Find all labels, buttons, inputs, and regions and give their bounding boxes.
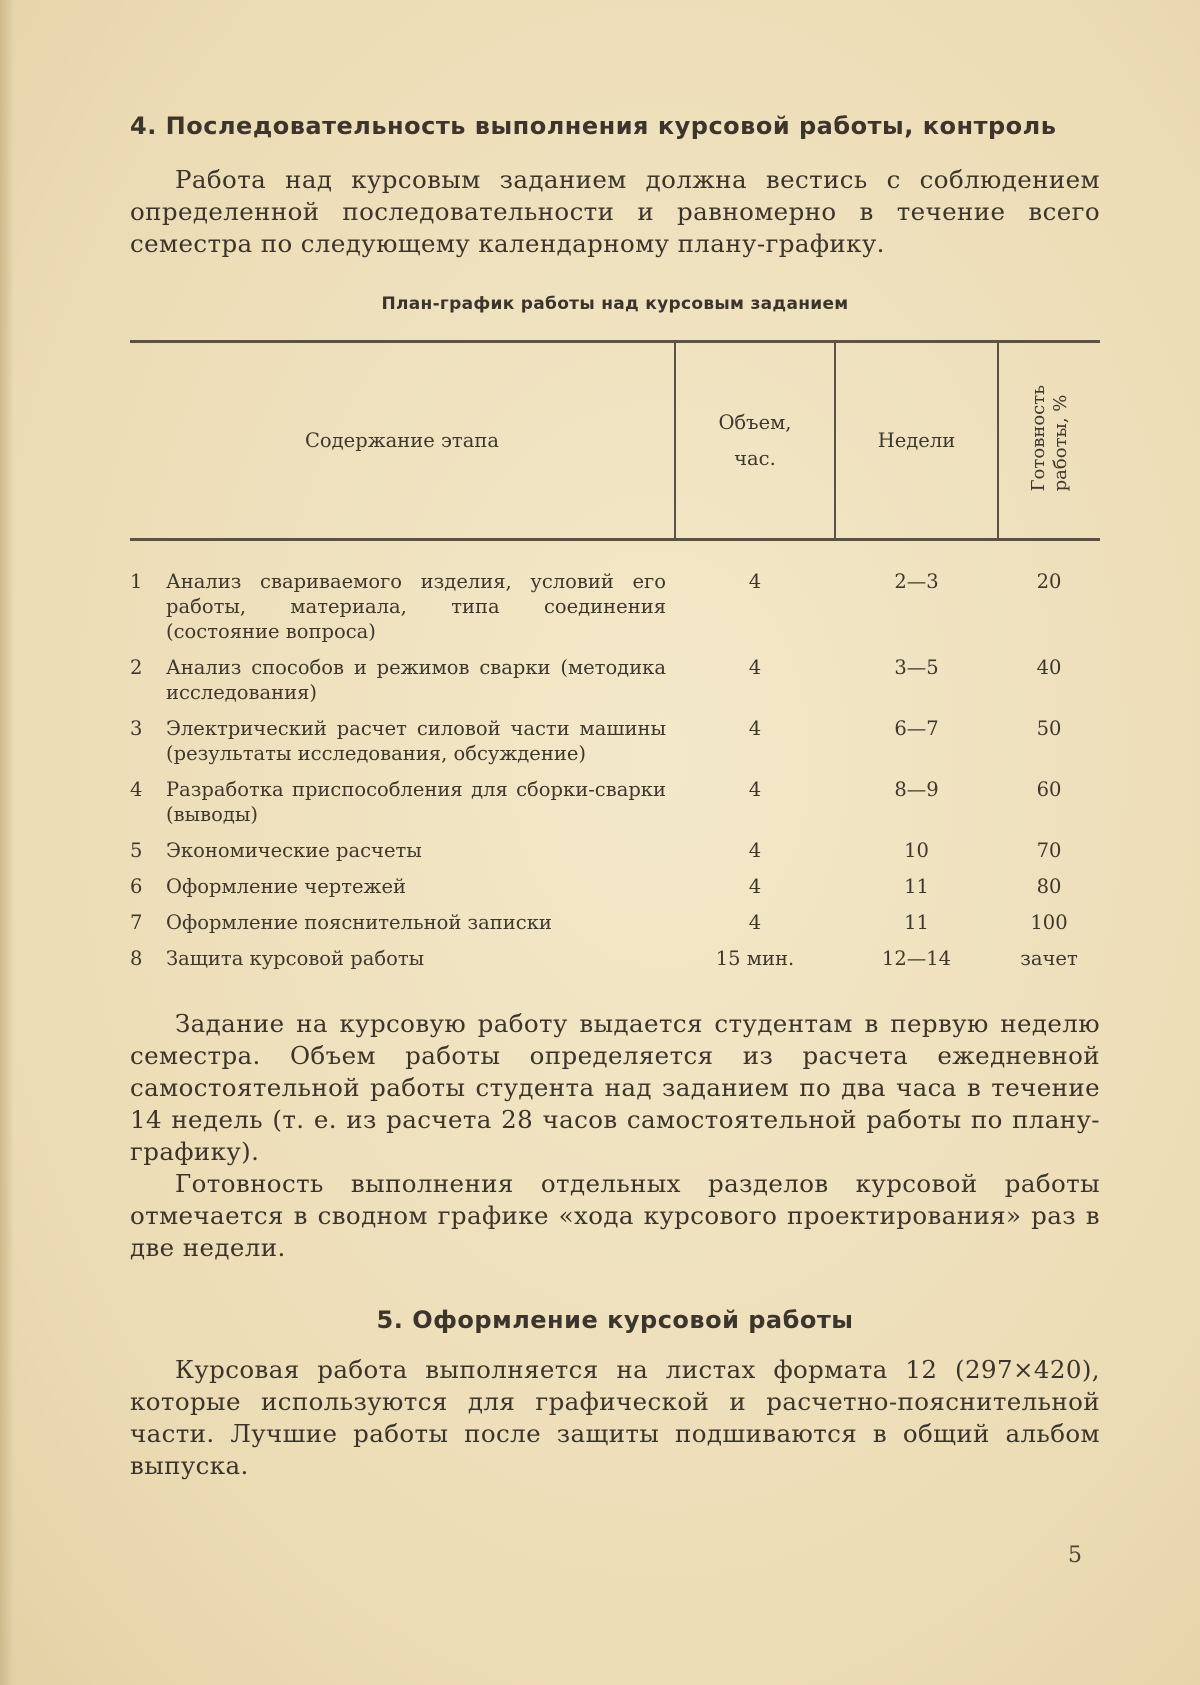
header-weeks (835, 342, 998, 540)
stage-number: 8 (130, 947, 143, 970)
table-row (130, 540, 1100, 656)
table-row (130, 910, 1100, 946)
table-body (130, 540, 1100, 983)
stage-number: 6 (130, 875, 143, 898)
stage-number: 4 (130, 778, 143, 801)
weeks-cell: 6—7 (894, 717, 939, 740)
stage-number: 1 (130, 570, 143, 593)
stage-description: Разработка приспособления для сборки-сварки (выводы) (166, 778, 666, 826)
stage-cell (130, 910, 675, 946)
weeks-cell: 12—14 (881, 947, 952, 970)
page-number: 5 (1068, 1543, 1082, 1568)
header-weeks-label: Недели (877, 429, 956, 452)
stage-description: Оформление чертежей (166, 875, 407, 898)
table-caption: План-график работы над курсовым заданием (381, 294, 849, 314)
document-body (130, 112, 1100, 1482)
after-table-paragraph-2: Готовность выполнения отдельных разделов курсовой работы отмечается в сводном графике «хода курсового проектирования» раз в две недели. (130, 1169, 1100, 1262)
stage-cell (130, 874, 675, 910)
weeks-cell: 11 (904, 875, 929, 898)
header-readiness (998, 342, 1100, 540)
volume-cell: 4 (748, 570, 762, 593)
header-volume-label: Объем, (718, 410, 792, 434)
header-readiness-line2: работы, % (1049, 394, 1071, 492)
readiness-cell: зачет (1020, 947, 1078, 970)
stage-cell (130, 655, 675, 716)
readiness-cell: 20 (1036, 570, 1062, 593)
stage-cell (130, 838, 675, 874)
stage-cell (130, 946, 675, 982)
stage-description: Электрический расчет силовой части машины (результаты исследования, обсуждение) (166, 717, 666, 765)
header-readiness-label (1028, 385, 1072, 491)
readiness-cell: 60 (1036, 778, 1062, 801)
section-5-text: Курсовая работа выполняется на листах формата 12 (297×420), которые используются для графической и расчетно-пояснительной части. Лучшие работы после защиты подшиваются в общий альбом выпуска. (130, 1355, 1100, 1480)
stage-cell (130, 716, 675, 777)
table-header-row (130, 342, 1100, 540)
table-row (130, 946, 1100, 982)
volume-cell: 4 (748, 717, 762, 740)
volume-cell: 15 мин. (715, 947, 795, 970)
readiness-cell: 70 (1036, 839, 1062, 862)
schedule-table (130, 340, 1100, 982)
stage-cell (130, 540, 675, 656)
stage-description: Анализ способов и режимов сварки (методика исследования) (166, 656, 666, 704)
binding-edge (0, 0, 14, 1685)
weeks-cell: 2—3 (894, 570, 939, 593)
section-4-intro: Работа над курсовым заданием должна вестись с соблюдением определенной последовательности и равномерно в течение всего семестра по следующему календарному плану-графику. (130, 165, 1100, 258)
volume-cell: 4 (748, 656, 762, 679)
table-row (130, 777, 1100, 838)
volume-cell: 4 (748, 839, 762, 862)
table-row (130, 716, 1100, 777)
stage-number: 3 (130, 717, 143, 740)
table-row (130, 655, 1100, 716)
stage-cell (130, 777, 675, 838)
header-stage (130, 342, 675, 540)
readiness-cell: 80 (1036, 875, 1062, 898)
stage-description: Оформление пояснительной записки (166, 911, 552, 934)
table-row (130, 838, 1100, 874)
readiness-cell: 100 (1030, 911, 1068, 934)
stage-description: Анализ свариваемого изделия, условий его работы, материала, типа соединения (состояние вопроса) (166, 570, 666, 643)
stage-number: 7 (130, 911, 143, 934)
header-stage-label: Содержание этапа (305, 429, 499, 452)
volume-cell: 4 (748, 911, 762, 934)
stage-number: 2 (130, 656, 143, 679)
weeks-cell: 8—9 (894, 778, 939, 801)
stage-number: 5 (130, 839, 143, 862)
header-volume-unit: час. (734, 446, 776, 470)
section-5-heading: 5. Оформление курсовой работы (376, 1306, 854, 1334)
readiness-cell: 50 (1036, 717, 1062, 740)
weeks-cell: 11 (904, 911, 929, 934)
volume-cell: 4 (748, 875, 762, 898)
weeks-cell: 10 (904, 839, 929, 862)
volume-cell: 4 (748, 778, 762, 801)
after-table-paragraph-1: Задание на курсовую работу выдается студентам в первую неделю семестра. Объем работы определяется из расчета ежедневной самостоятельной работы студента над заданием по два часа в течение 14 недель (т. е. из расчета 28 часов самостоятельной работы по плану-графику). (130, 1009, 1100, 1166)
stage-description: Защита курсовой работы (166, 947, 425, 970)
header-volume (675, 342, 835, 540)
header-readiness-line1: Готовность (1027, 384, 1049, 492)
section-4-heading: 4. Последовательность выполнения курсовой работы, контроль (130, 112, 1057, 140)
weeks-cell: 3—5 (894, 656, 939, 679)
stage-description: Экономические расчеты (166, 839, 422, 862)
table-row (130, 874, 1100, 910)
readiness-cell: 40 (1036, 656, 1062, 679)
